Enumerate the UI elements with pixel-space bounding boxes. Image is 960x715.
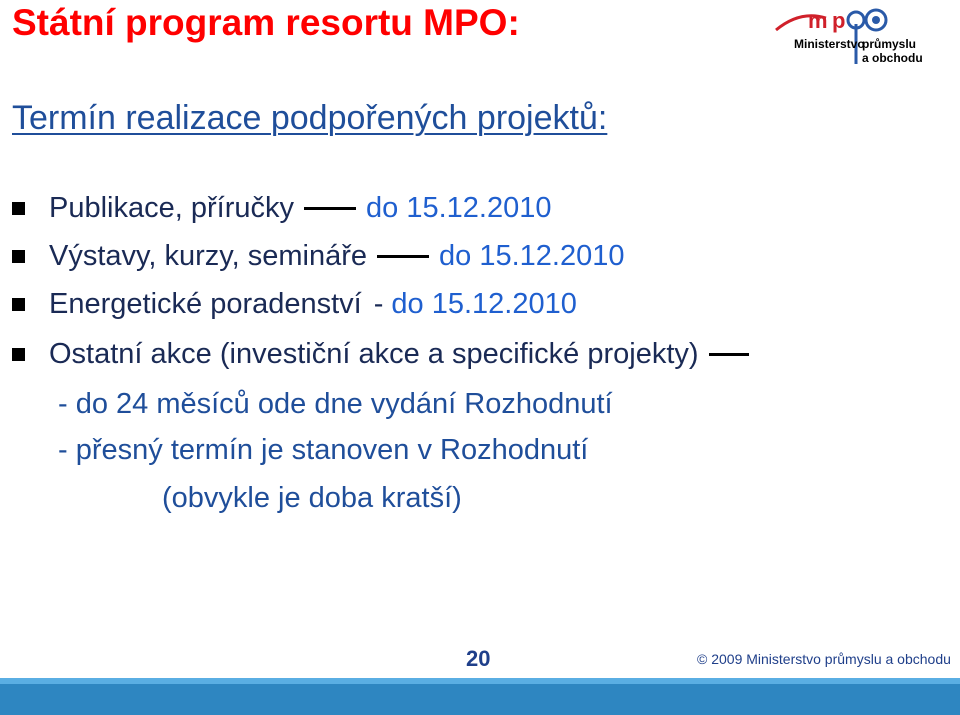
ministry-logo bbox=[770, 4, 948, 66]
list-item bbox=[12, 336, 759, 372]
detail-line: - přesný termín je stanoven v Rozhodnutí bbox=[58, 434, 589, 466]
item-text: Publikace, příručky bbox=[49, 191, 294, 224]
slide-title: Státní program resortu MPO: bbox=[12, 2, 520, 43]
footer-stripe bbox=[0, 678, 960, 684]
list-item bbox=[12, 286, 577, 322]
svg-text:a obchodu: a obchodu bbox=[862, 51, 923, 65]
svg-text:Ministerstvo: Ministerstvo bbox=[794, 37, 865, 51]
item-text: Výstavy, kurzy, semináře bbox=[49, 239, 368, 272]
svg-text:p: p bbox=[832, 8, 846, 33]
section-heading: Termín realizace podpořených projektů: bbox=[12, 99, 608, 137]
item-text: Energetické poradenství bbox=[49, 287, 362, 320]
page-number: 20 bbox=[466, 646, 491, 671]
dash-line bbox=[709, 353, 749, 356]
item-text: Ostatní akce (investiční akce a specifické projekty) bbox=[49, 337, 699, 370]
list-item bbox=[12, 238, 624, 274]
square-bullet-icon bbox=[12, 298, 25, 311]
square-bullet-icon bbox=[12, 202, 25, 215]
dash-line bbox=[377, 255, 429, 258]
square-bullet-icon bbox=[12, 250, 25, 263]
svg-text:průmyslu: průmyslu bbox=[862, 37, 917, 51]
detail-line: - do 24 měsíců ode dne vydání Rozhodnutí bbox=[58, 388, 613, 420]
list-item bbox=[12, 190, 551, 226]
item-separator: - bbox=[373, 287, 384, 320]
item-date: do 15.12.2010 bbox=[366, 191, 552, 224]
item-date: do 15.12.2010 bbox=[391, 287, 577, 320]
copyright-text: © 2009 Ministerstvo průmyslu a obchodu bbox=[697, 651, 951, 667]
dash-line bbox=[304, 207, 356, 210]
square-bullet-icon bbox=[12, 348, 25, 361]
svg-text:m: m bbox=[808, 8, 828, 33]
item-date: do 15.12.2010 bbox=[439, 239, 625, 272]
detail-line: (obvykle je doba kratší) bbox=[162, 482, 462, 514]
